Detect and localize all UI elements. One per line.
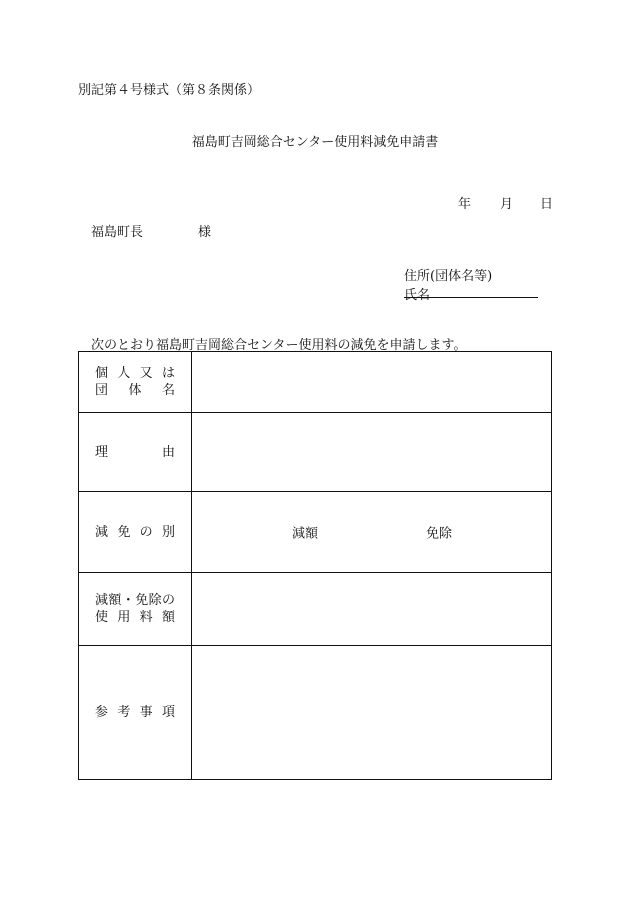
exemption-option[interactable]: 免除 <box>426 526 453 542</box>
row-label-line: 減免の別 <box>95 524 175 540</box>
row-label-line: 参考事項 <box>95 705 175 720</box>
table-row-fee-amount <box>79 573 551 646</box>
label-cell <box>79 573 192 645</box>
label-cell <box>79 646 192 779</box>
label-cell <box>79 413 192 491</box>
row-label-line: 理由 <box>95 444 175 460</box>
fee-amount-field[interactable] <box>192 573 551 645</box>
date-month-label: 月 <box>500 197 514 212</box>
applicant-name-field[interactable] <box>192 352 551 412</box>
intro-text: 次のとおり福島町吉岡総合センター使用料の減免を申請します。 <box>91 338 467 353</box>
table-row-reason <box>79 413 551 492</box>
label-cell <box>79 492 192 572</box>
row-label-line: 使用料額 <box>95 610 175 625</box>
reduction-option[interactable]: 減額 <box>292 526 319 542</box>
label-cell <box>79 352 192 412</box>
row-label-line: 団体名 <box>95 383 175 398</box>
row-label-line: 減額・免除の <box>95 593 175 608</box>
table-row-remarks <box>79 646 551 779</box>
address-label: 住所(団体名等) <box>404 269 493 284</box>
application-table <box>78 351 552 780</box>
date-year-label: 年 <box>458 197 472 212</box>
row-label-line: 個人又は <box>95 366 175 381</box>
addressee: 福島町長 <box>91 225 144 240</box>
table-row-applicant <box>79 352 551 413</box>
remarks-field[interactable] <box>192 646 551 779</box>
name-label: 氏名 <box>404 288 431 303</box>
reduction-type-field <box>192 492 551 572</box>
name-underline <box>404 297 538 298</box>
document-title: 福島町吉岡総合センター使用料減免申請書 <box>191 135 439 150</box>
table-row-reduction-type <box>79 492 551 573</box>
form-number: 別記第４号様式（第８条関係） <box>78 83 261 98</box>
date-day-label: 日 <box>540 197 554 212</box>
honorific: 様 <box>198 225 212 240</box>
reason-field[interactable] <box>192 413 551 491</box>
